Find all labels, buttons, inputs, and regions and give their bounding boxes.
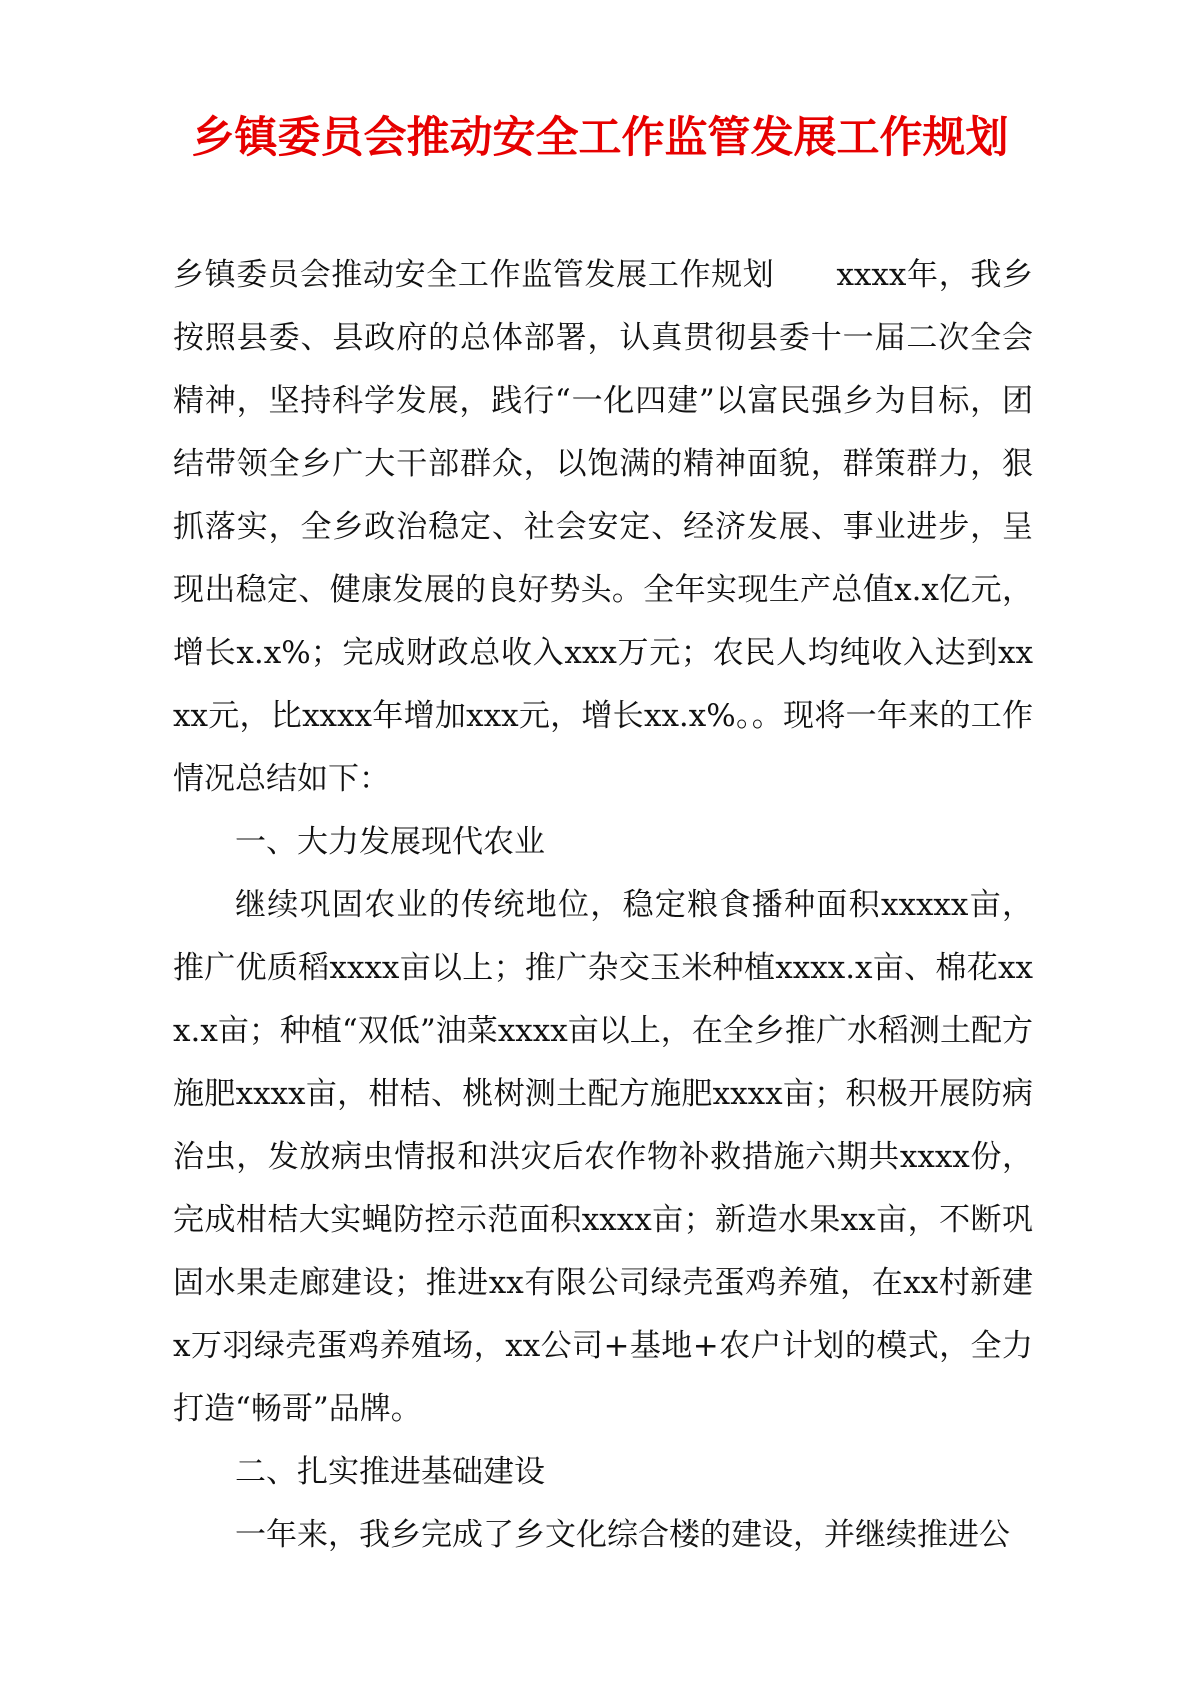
intro-heading: 乡镇委员会推动安全工作监管发展工作规划 bbox=[173, 257, 775, 293]
document-title: 乡镇委员会推动安全工作监管发展工作规划 bbox=[191, 113, 1009, 163]
section-paragraph-2: 一年来，我乡完成了乡文化综合楼的建设，并继续推进公 bbox=[235, 1517, 1010, 1553]
section-heading-1: 一、大力发展现代农业 bbox=[235, 824, 545, 860]
section-paragraph-1: 继续巩固农业的传统地位，稳定粮食播种面积xxxxx亩，推广优质稻xxxx亩以上；推广杂交玉米种植xxxx.x亩、棉花xxx.x亩；种植“双低”油菜xxxx亩以上，在全乡推广水稻测土配方施肥xxxx亩，柑桔、桃树测土配方施肥xxxx亩；积极开展防病治虫，发放病虫情报和洪灾后农作物补救措施六期共xxxx份，完成柑桔大实蝇防控示范面积xxxx亩；新造水果xx亩，不断巩固水果走廊建设；推进xx有限公司绿壳蛋鸡养殖，在xx村新建x万羽绿壳蛋鸡养殖场，xx公司+基地+农户计划的模式，全力打造“畅哥”品牌。 bbox=[173, 887, 1033, 1427]
intro-body: xxxx年，我乡按照县委、县政府的总体部署，认真贯彻县委十一届二次全会精神，坚持科学发展，践行“一化四建”以富民强乡为目标，团结带领全乡广大干部群众，以饱满的精神面貌，群策群力，狠抓落实，全乡政治稳定、社会安定、经济发展、事业进步，呈现出稳定、健康发展的良好势头。全年实现生产总值x.x亿元，增长x.x%；完成财政总收入xxx万元；农民人均纯收入达到xxxx元，比xxxx年增加xxx元，增长xx.x%。。现将一年来的工作情况总结如下： bbox=[173, 257, 1034, 797]
section-heading-2: 二、扎实推进基础建设 bbox=[235, 1454, 545, 1490]
document-body bbox=[173, 244, 1033, 1567]
intro-paragraph bbox=[173, 244, 1033, 811]
